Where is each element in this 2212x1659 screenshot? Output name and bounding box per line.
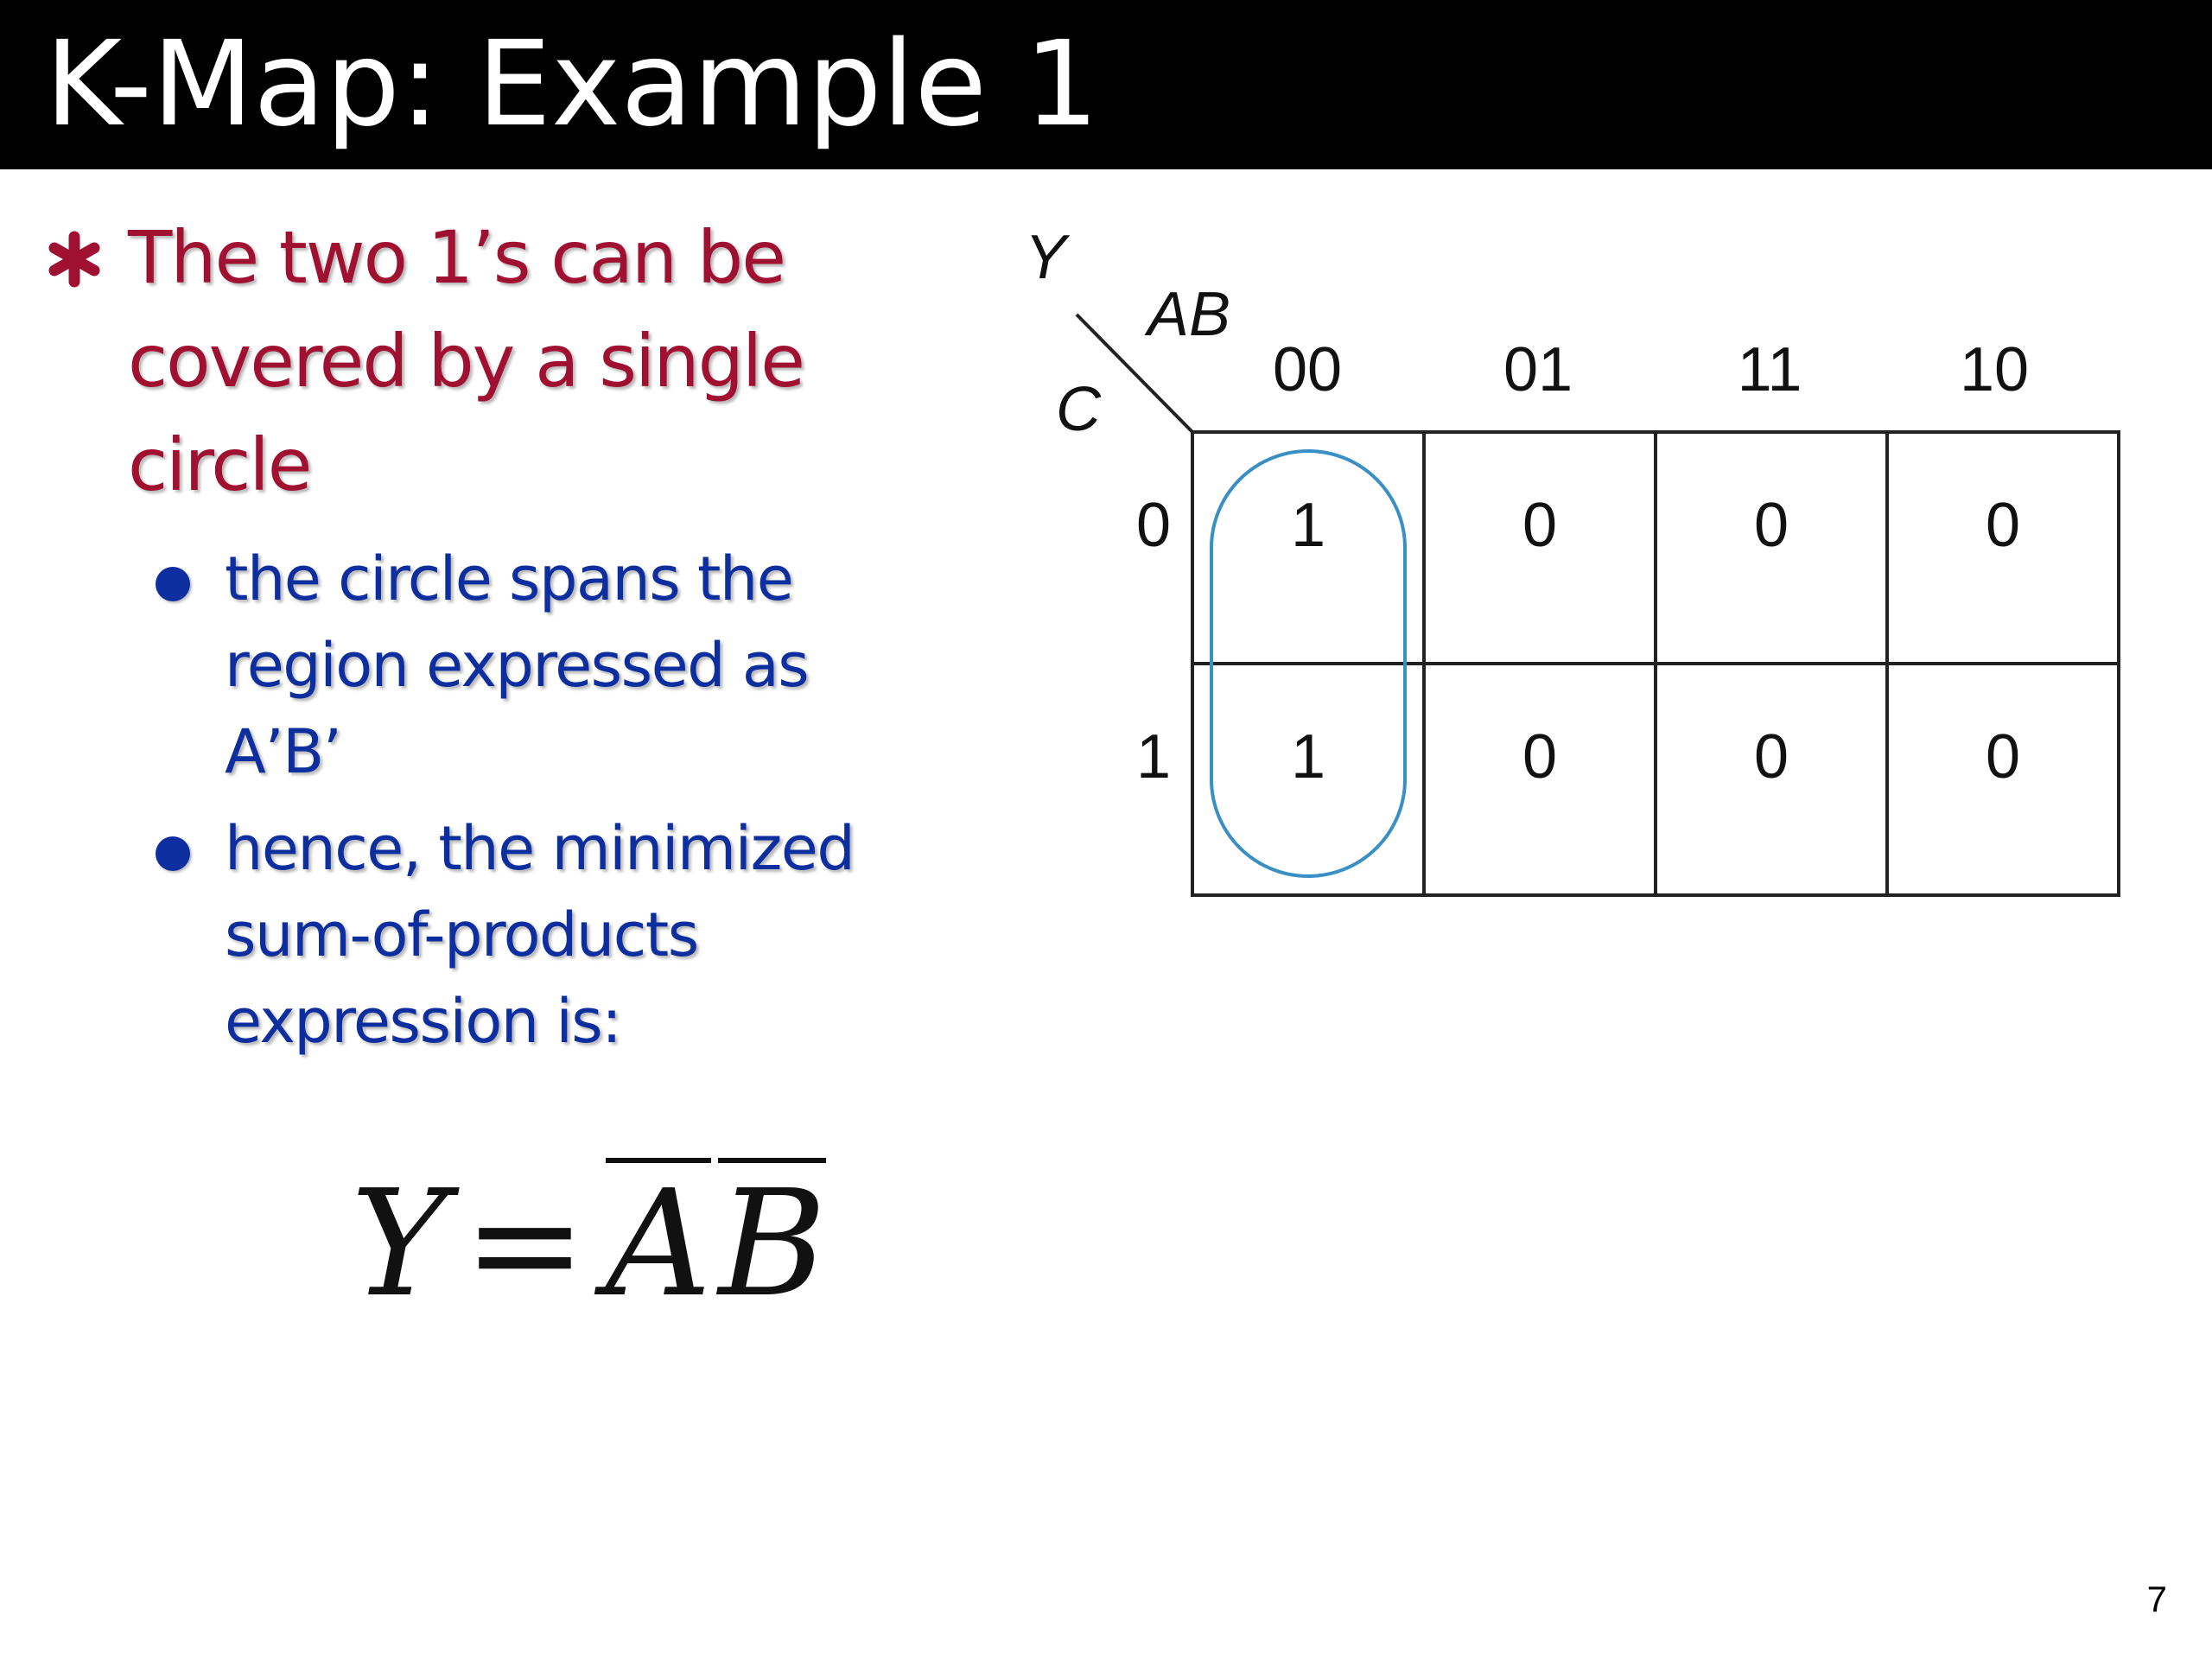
kmap-cell: 0 [1522, 722, 1558, 791]
kmap-column-header: 11 [1737, 335, 1802, 404]
sub-bullet-text: the circle spans the region expressed as A’B’ [225, 543, 809, 787]
asterisk-bullet-icon [45, 230, 104, 289]
kmap-row-variable-label: C [1056, 375, 1101, 444]
kmap-column-variable-label: AB [1147, 280, 1231, 349]
formula-equals: = [463, 1159, 587, 1330]
minimized-expression [351, 1158, 833, 1331]
page-number: 7 [2146, 1579, 2167, 1619]
slide-title: K-Map: Example 1 [45, 16, 1099, 153]
kmap-cell: 0 [1753, 722, 1789, 791]
kmap-row-header: 0 [1135, 491, 1172, 560]
kmap-cell: 1 [1290, 491, 1326, 560]
kmap-cell: 0 [1753, 491, 1789, 560]
formula-term-b-complement: B [718, 1159, 827, 1330]
formula-term-a-complement: A [605, 1159, 712, 1330]
kmap-cell: 0 [1985, 491, 2021, 560]
kmap-cell: 0 [1985, 722, 2021, 791]
kmap-column-header: 01 [1503, 335, 1573, 404]
karnaugh-map [994, 225, 2152, 916]
title-bar [0, 0, 2212, 169]
kmap-cell: 1 [1290, 722, 1326, 791]
kmap-row-header: 1 [1135, 722, 1172, 791]
formula-output: Y [351, 1159, 448, 1330]
kmap-cell: 0 [1522, 491, 1558, 560]
main-bullet-text: The two 1’s can be covered by a single circle [128, 215, 804, 507]
bullet-dot-icon [156, 567, 190, 601]
bullet-dot-icon [156, 836, 190, 871]
kmap-column-header: 10 [1959, 335, 2030, 404]
kmap-column-header: 00 [1272, 335, 1343, 404]
sub-bullet-text: hence, the minimized sum-of-products expression is: [225, 813, 855, 1057]
kmap-output-label: Y [1025, 225, 1067, 292]
